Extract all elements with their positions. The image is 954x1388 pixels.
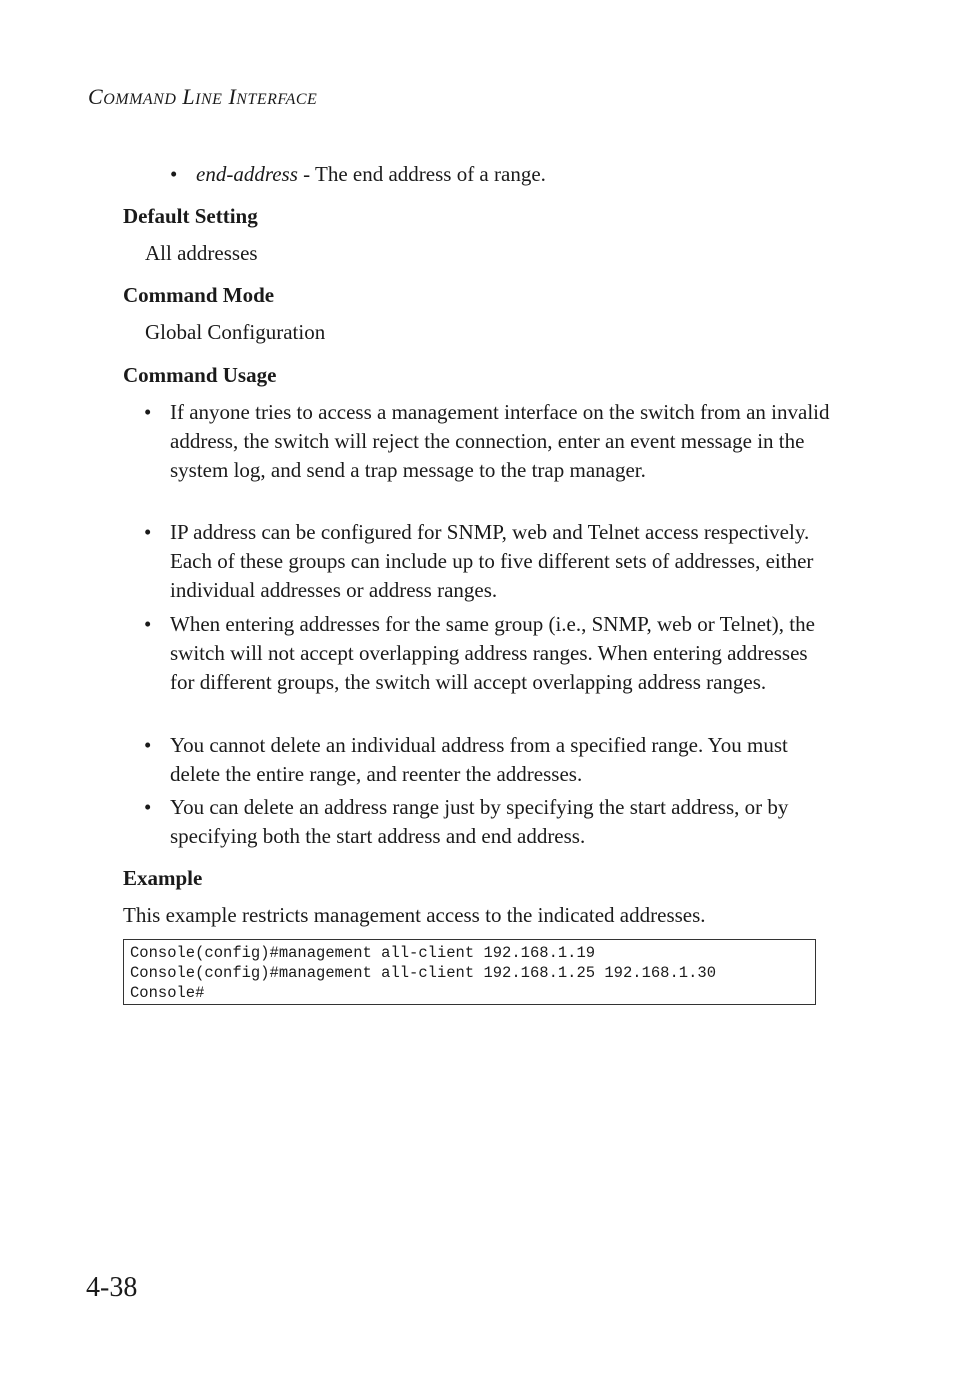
default-setting-heading: Default Setting <box>123 204 258 228</box>
code-line: Console# <box>130 984 205 1002</box>
param-name: end-address <box>196 162 298 186</box>
example-heading: Example <box>123 866 203 890</box>
command-mode-value: Global Configuration <box>145 320 326 344</box>
example-intro: This example restricts management access to the indicated addresses. <box>123 903 706 927</box>
param-description: - The end address of a range. <box>297 162 546 186</box>
end-address-bullet <box>196 160 796 189</box>
code-example <box>123 939 816 1005</box>
usage-bullet: • If anyone tries to access a management interface on the switch from an invalid address, the switch will reject the connection, enter an event message in the system log, and send a trap message to the trap manager. <box>170 398 830 485</box>
page-number: 4-38 <box>86 1272 138 1303</box>
usage-bullet: • When entering addresses for the same group (i.e., SNMP, web or Telnet), the switch will not accept overlapping address ranges. When entering addresses for different groups, the switch will accept overlapping address ranges. <box>170 610 830 697</box>
usage-bullet: • You can delete an address range just by specifying the start address, or by specifying both the start address and end address. <box>170 793 830 851</box>
running-head: COMMAND LINE INTERFACE <box>88 84 318 109</box>
command-mode-heading: Command Mode <box>123 283 275 307</box>
default-setting-value: All addresses <box>145 241 258 265</box>
usage-bullet: • IP address can be configured for SNMP, web and Telnet access respectively. Each of these groups can include up to five different sets of addresses, either individual addresses or address ranges. <box>170 518 830 605</box>
code-line: Console(config)#management all-client 192.168.1.25 192.168.1.30 <box>130 964 716 982</box>
usage-bullet: • You cannot delete an individual address from a specified range. You must delete the entire range, and reenter the addresses. <box>170 731 830 789</box>
code-line: Console(config)#management all-client 192.168.1.19 <box>130 944 596 962</box>
command-usage-heading: Command Usage <box>123 363 277 387</box>
